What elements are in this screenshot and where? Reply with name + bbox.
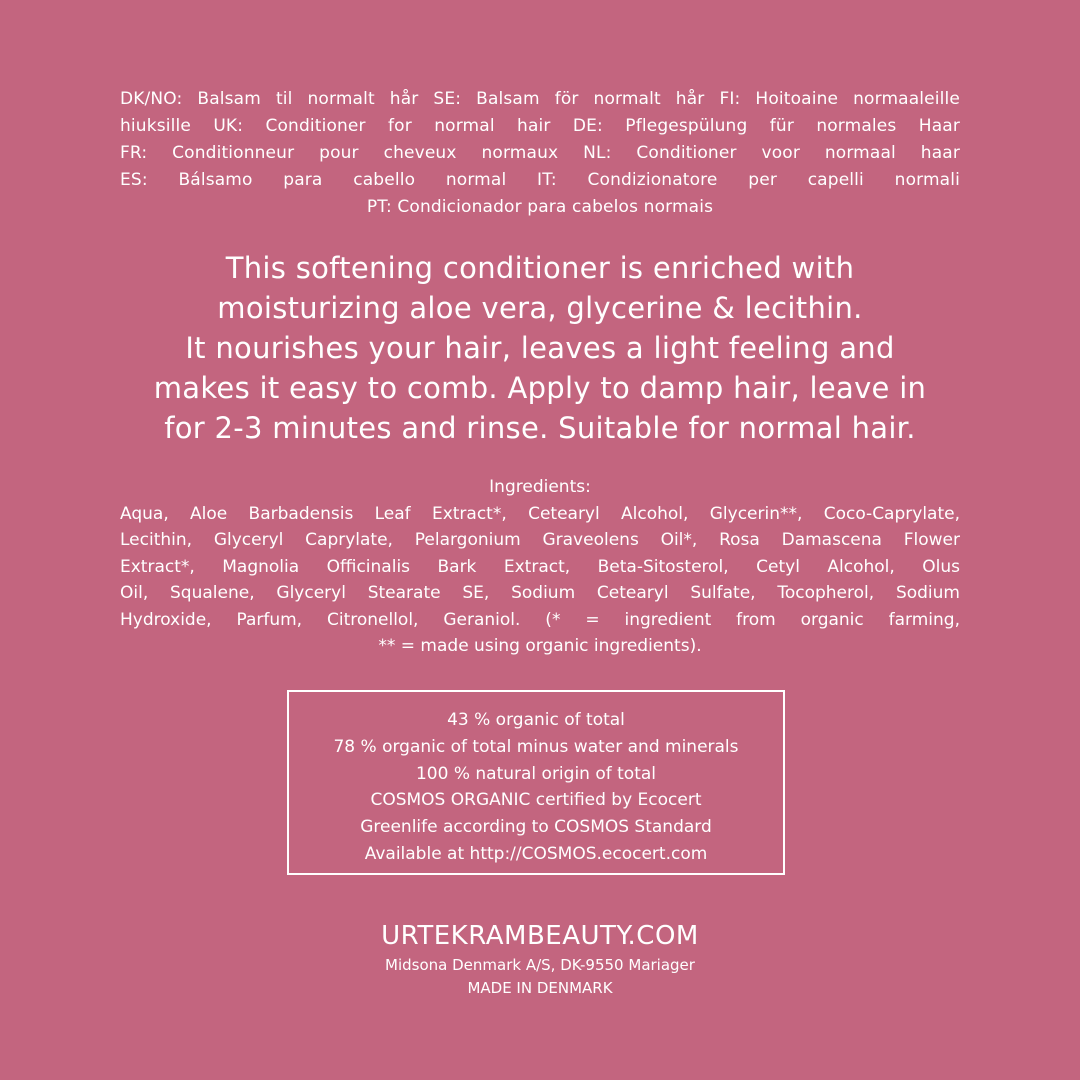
certification-line: 100 % natural origin of total	[415, 763, 657, 784]
description-line: It nourishes your hair, leaves a light feeling and	[185, 331, 895, 365]
translation-line: hiuksille UK: Conditioner for normal hair DE: Pflegespülung für normales Haar	[120, 116, 960, 136]
company-address: Midsona Denmark A/S, DK-9550 Mariager	[385, 956, 695, 974]
certification-box	[287, 690, 785, 875]
description-line: moisturizing aloe vera, glycerine & lecithin.	[217, 291, 863, 325]
ingredients-line: Lecithin, Glyceryl Caprylate, Pelargonium Graveolens Oil*, Rosa Damascena Flower	[120, 530, 960, 550]
description-line: for 2-3 minutes and rinse. Suitable for normal hair.	[164, 411, 916, 445]
origin-label: MADE IN DENMARK	[467, 979, 613, 997]
product-description	[90, 248, 990, 448]
translation-line: DK/NO: Balsam til normalt hår SE: Balsam för normalt hår FI: Hoitoaine normaaleille	[120, 89, 960, 109]
description-line: makes it easy to comb. Apply to damp hair, leave in	[153, 371, 927, 405]
brand-footer	[240, 918, 840, 1000]
brand-website: URTEKRAMBEAUTY.COM	[381, 921, 699, 951]
ingredients-line: Aqua, Aloe Barbadensis Leaf Extract*, Cetearyl Alcohol, Glycerin**, Coco-Caprylate,	[120, 503, 960, 524]
ingredients-block	[120, 474, 960, 660]
certification-line: 78 % organic of total minus water and minerals	[333, 736, 739, 757]
ingredients-line: Oil, Squalene, Glyceryl Stearate SE, Sodium Cetearyl Sulfate, Tocopherol, Sodium	[120, 583, 960, 603]
translation-line: ES: Bálsamo para cabello normal IT: Condizionatore per capelli normali	[120, 170, 960, 190]
certification-line: 43 % organic of total	[447, 710, 625, 730]
translation-line: PT: Condicionador para cabelos normais	[366, 197, 714, 217]
ingredients-line: Hydroxide, Parfum, Citronellol, Geraniol. (* = ingredient from organic farming,	[120, 609, 960, 630]
certification-line: Available at http://COSMOS.ecocert.com	[364, 843, 708, 864]
ingredients-line: ** = made using organic ingredients).	[378, 636, 702, 656]
description-line: This softening conditioner is enriched with	[225, 251, 855, 285]
ingredients-line: Extract*, Magnolia Officinalis Bark Extract, Beta-Sitosterol, Cetyl Alcohol, Olus	[120, 556, 960, 577]
certification-line: Greenlife according to COSMOS Standard	[360, 817, 712, 838]
certification-line: COSMOS ORGANIC certified by Ecocert	[370, 790, 702, 811]
translation-line: FR: Conditionneur pour cheveux normaux NL: Conditioner voor normaal haar	[120, 143, 960, 163]
translations-block	[120, 86, 960, 221]
ingredients-heading: Ingredients:	[489, 477, 591, 497]
